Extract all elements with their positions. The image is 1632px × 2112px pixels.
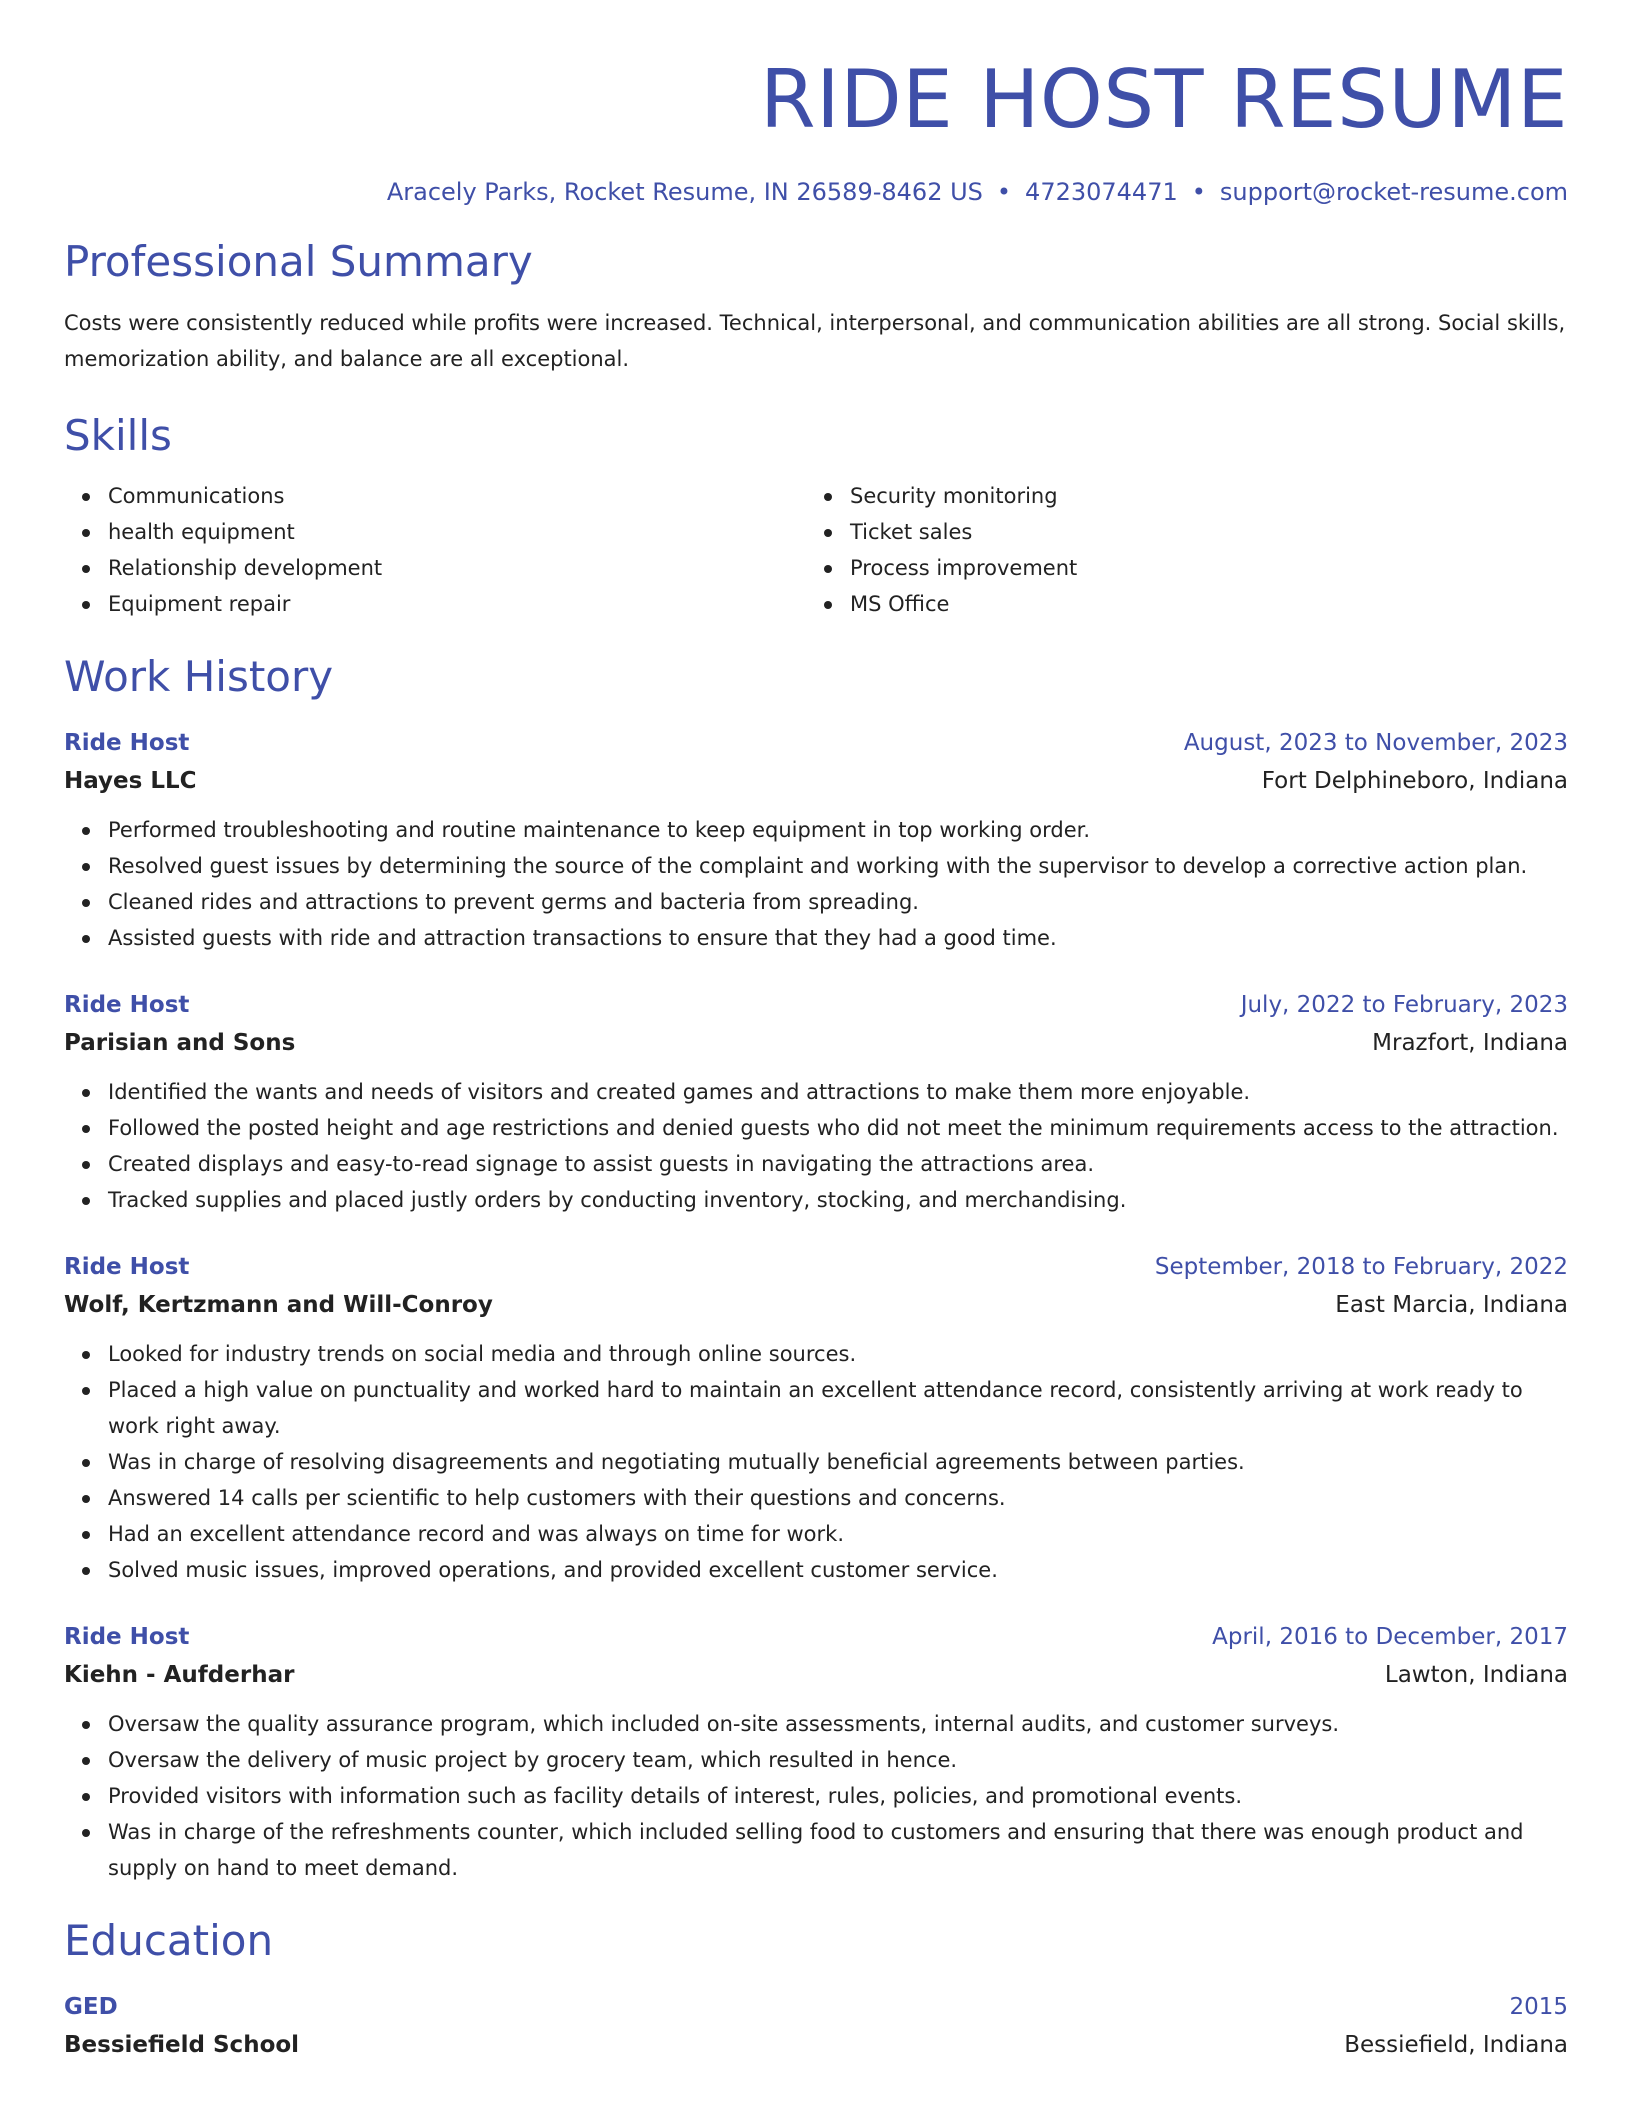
skill-item: Relationship development — [108, 550, 806, 586]
resume-title: RIDE HOST RESUME — [760, 53, 1568, 146]
school-name: Bessiefield School — [64, 2032, 300, 2059]
education-entry — [64, 1988, 1568, 2064]
job-entry — [64, 1248, 1568, 1588]
job-entry — [64, 724, 1568, 956]
job-entry — [64, 986, 1568, 1218]
education-heading: Education — [64, 1915, 274, 1965]
duty-item: Placed a high value on punctuality and worked hard to maintain an excellent attendance record, consistently arriving at work ready to work right away. — [108, 1372, 1568, 1444]
contact-separator: • — [1191, 178, 1206, 206]
contact-line — [64, 178, 1568, 207]
job-location: East Marcia, Indiana — [1335, 1291, 1568, 1318]
duty-item: Answered 14 calls per scientific to help customers with their questions and concerns. — [108, 1480, 1568, 1516]
job-entry — [64, 1618, 1568, 1886]
duty-item: Cleaned rides and attractions to prevent germs and bacteria from spreading. — [108, 884, 1568, 920]
skill-item: Equipment repair — [108, 586, 806, 622]
skills-list — [64, 478, 1568, 622]
duty-item: Solved music issues, improved operations, and provided excellent customer service. — [108, 1552, 1568, 1588]
employer-name: Kiehn - Aufderhar — [64, 1661, 295, 1688]
skill-item: health equipment — [108, 514, 806, 550]
contact-phone: 4723074471 — [1025, 178, 1178, 206]
skill-item: MS Office — [850, 586, 1548, 622]
work-history-heading: Work History — [64, 651, 334, 701]
job-title: Ride Host — [64, 729, 190, 756]
skill-item: Communications — [108, 478, 806, 514]
skills-column-left — [64, 478, 806, 622]
contact-email: support@rocket-resume.com — [1219, 178, 1568, 206]
job-duties — [64, 1074, 1568, 1218]
duty-item: Followed the posted height and age restrictions and denied guests who did not meet the minimum requirements access to the attraction. — [108, 1110, 1568, 1146]
summary-heading: Professional Summary — [64, 236, 533, 286]
contact-address: Aracely Parks, Rocket Resume, IN 26589-8462 US — [386, 178, 983, 206]
contact-separator: • — [996, 178, 1012, 206]
duty-item: Resolved guest issues by determining the source of the complaint and working with the supervisor to develop a corrective action plan. — [108, 848, 1568, 884]
job-title: Ride Host — [64, 1623, 190, 1650]
job-dates: July, 2022 to February, 2023 — [1240, 991, 1568, 1018]
employer-name: Parisian and Sons — [64, 1029, 296, 1056]
duty-item: Was in charge of the refreshments counter, which included selling food to customers and ensuring that there was enough product and supply on hand to meet demand. — [108, 1814, 1568, 1886]
job-dates: September, 2018 to February, 2022 — [1154, 1253, 1568, 1280]
degree: GED — [64, 1994, 118, 2021]
duty-item: Created displays and easy-to-read signage to assist guests in navigating the attractions area. — [108, 1146, 1568, 1182]
duty-item: Provided visitors with information such as facility details of interest, rules, policies, and promotional events. — [108, 1778, 1568, 1814]
school-location: Bessiefield, Indiana — [1344, 2032, 1568, 2059]
duty-item: Assisted guests with ride and attraction transactions to ensure that they had a good time. — [108, 920, 1568, 956]
job-duties — [64, 812, 1568, 956]
duty-item: Looked for industry trends on social media and through online sources. — [108, 1336, 1568, 1372]
duty-item: Oversaw the quality assurance program, which included on-site assessments, internal audits, and customer surveys. — [108, 1706, 1568, 1742]
job-title: Ride Host — [64, 991, 190, 1018]
skills-heading: Skills — [64, 411, 172, 461]
duty-item: Performed troubleshooting and routine maintenance to keep equipment in top working order. — [108, 812, 1568, 848]
job-duties — [64, 1336, 1568, 1588]
job-location: Mrazfort, Indiana — [1372, 1029, 1568, 1056]
job-location: Lawton, Indiana — [1384, 1661, 1568, 1688]
duty-item: Identified the wants and needs of visitors and created games and attractions to make them more enjoyable. — [108, 1074, 1568, 1110]
job-location: Fort Delphineboro, Indiana — [1261, 767, 1568, 794]
job-dates: April, 2016 to December, 2017 — [1212, 1623, 1568, 1650]
skills-column-right — [806, 478, 1548, 622]
employer-name: Hayes LLC — [64, 767, 197, 794]
skill-item: Security monitoring — [850, 478, 1548, 514]
job-duties — [64, 1706, 1568, 1886]
duty-item: Was in charge of resolving disagreements and negotiating mutually beneficial agreements between parties. — [108, 1444, 1568, 1480]
duty-item: Tracked supplies and placed justly orders by conducting inventory, stocking, and merchandising. — [108, 1182, 1568, 1218]
duty-item: Oversaw the delivery of music project by grocery team, which resulted in hence. — [108, 1742, 1568, 1778]
graduation-year: 2015 — [1509, 1994, 1568, 2021]
skill-item: Process improvement — [850, 550, 1548, 586]
job-dates: August, 2023 to November, 2023 — [1183, 729, 1568, 756]
duty-item: Had an excellent attendance record and was always on time for work. — [108, 1516, 1568, 1552]
summary-text: Costs were consistently reduced while profits were increased. Technical, interpersonal, and communication abilities are all strong. Social skills, memorization ability, and balance are all exceptional. — [64, 311, 1566, 372]
job-title: Ride Host — [64, 1253, 190, 1280]
employer-name: Wolf, Kertzmann and Will-Conroy — [64, 1291, 493, 1318]
skill-item: Ticket sales — [850, 514, 1548, 550]
